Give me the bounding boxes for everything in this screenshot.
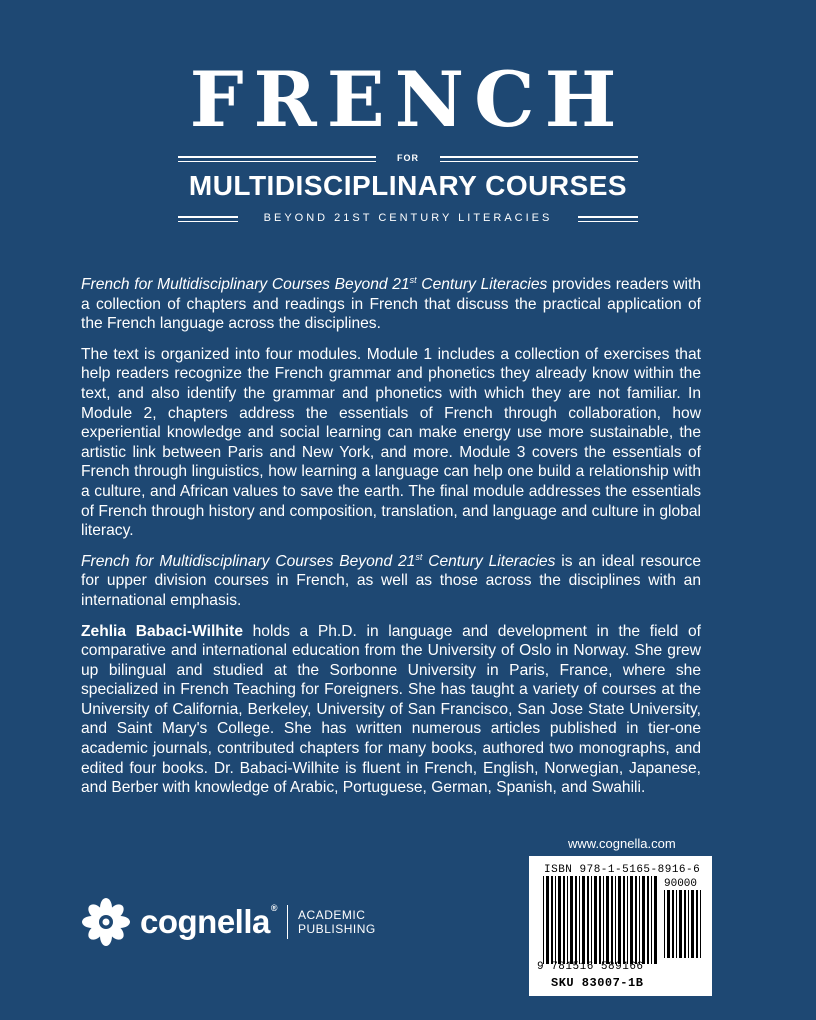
book-title-italic: French for Multidisciplinary Courses Beyond 21st Century Literacies	[81, 551, 556, 570]
barcode-bar	[627, 876, 628, 964]
barcode-bar	[679, 890, 682, 958]
barcode-bar	[664, 890, 665, 958]
barcode-bar	[684, 890, 686, 958]
barcode-bar	[579, 876, 580, 964]
barcode-bar	[691, 890, 694, 958]
author-bio: Zehlia Babaci-Wilhite holds a Ph.D. in language and development in the field of comparative and international education from the University of Oslo in Norway. She grew up bilingual and studied at the Sorbonne University in Paris, France, where she specialized in French Teaching for Foreigners. She has taught a variety of courses at the University of California, Berkeley, University of San Francisco, San Jose State University, and Saint Mary's College. She has written numerous articles published in tier-one academic journals, contributed chapters for many books, authored two monographs, and edited four books. Dr. Babaci-Wilhite is fluent in French, English, Norwegian, Japanese, and Berber with knowledge of Arabic, Portuguese, German, Spanish, and Swahili.	[81, 622, 701, 797]
barcode-bar	[591, 876, 592, 964]
isbn-number: ISBN 978-1-5165-8916-6	[544, 864, 701, 876]
book-title-main: FRENCH	[189, 55, 627, 144]
barcode-bar	[582, 876, 585, 964]
barcode-bar	[667, 890, 670, 958]
barcode-bar	[615, 876, 616, 964]
barcode-bar	[558, 876, 561, 964]
barcode-bar	[603, 876, 604, 964]
barcode-bar	[587, 876, 589, 964]
publisher-division: ACADEMIC PUBLISHING	[298, 908, 376, 936]
author-name: Zehlia Babaci-Wilhite	[81, 622, 243, 640]
barcode-bar	[688, 890, 689, 958]
barcode-bar	[672, 890, 674, 958]
barcode-bar	[676, 890, 677, 958]
barcode-bar	[567, 876, 568, 964]
barcode-bar	[563, 876, 565, 964]
barcode-bar	[546, 876, 549, 964]
isbn-barcode	[529, 856, 712, 996]
barcode-addon-bars	[664, 890, 704, 958]
barcode-bar	[594, 876, 597, 964]
publisher-logo	[80, 896, 376, 948]
tagline-rule-right	[578, 216, 638, 218]
book-title-for: FOR	[397, 153, 419, 163]
barcode-bar	[543, 876, 544, 964]
back-cover-blurb	[81, 275, 701, 809]
barcode-bar	[618, 876, 621, 964]
title-rule-right-thin	[440, 161, 638, 162]
barcode-bar	[599, 876, 601, 964]
book-title-italic: French for Multidisciplinary Courses Beyond 21st Century Literacies	[81, 274, 548, 293]
barcode-digits: 9 781516 589166	[537, 961, 644, 973]
logo-divider	[287, 905, 288, 939]
blurb-paragraph-audience: French for Multidisciplinary Courses Beyond 21st Century Literacies is an ideal resource for upper division courses in French, as well as those across the disciplines with an international emphasis.	[81, 551, 701, 609]
title-rule-right	[440, 156, 638, 158]
barcode-bar	[635, 876, 637, 964]
barcode-bar	[606, 876, 609, 964]
barcode-bar	[611, 876, 613, 964]
sku-number: SKU 83007-1B	[551, 976, 644, 990]
barcode-bar	[551, 876, 553, 964]
barcode-bar	[651, 876, 652, 964]
book-tagline: BEYOND 21ST CENTURY LITERACIES	[263, 212, 553, 224]
book-subtitle: MULTIDISCIPLINARY COURSES	[188, 170, 628, 201]
barcode-bar	[575, 876, 577, 964]
barcode-bar	[642, 876, 645, 964]
tagline-rule-right-thin	[578, 221, 638, 222]
barcode-bar	[570, 876, 573, 964]
barcode-bar	[700, 890, 701, 958]
publisher-name: cognella®	[140, 903, 278, 940]
barcode-bars	[543, 876, 658, 964]
blurb-paragraph-intro: French for Multidisciplinary Courses Beyond 21st Century Literacies provides readers with a collection of chapters and readings in French that discuss the practical application of the French language across the disciplines.	[81, 274, 702, 333]
barcode-price-code: 90000	[664, 878, 698, 890]
barcode-bar	[696, 890, 698, 958]
barcode-bar	[654, 876, 657, 964]
barcode-bar	[639, 876, 640, 964]
barcode-bar	[630, 876, 633, 964]
barcode-bar	[647, 876, 649, 964]
publisher-website: www.cognella.com	[568, 836, 676, 851]
barcode-bar	[623, 876, 625, 964]
blurb-paragraph-modules: The text is organized into four modules. Module 1 includes a collection of exercises that help readers recognize the French grammar and phonetics they already know within the text, and also identify the grammar and phonetics with which they are not familiar. In Module 2, chapters address the essentials of French through collaboration, how experiential knowledge and social learning can make energy use more sustainable, the artistic link between Paris and New York, and more. Module 3 covers the essentials of French through linguistics, how learning a language can help one build a relationship with a culture, and African values to save the earth. The final module addresses the essentials of French through history and composition, translation, and language and culture in global literacy.	[81, 345, 701, 540]
cognella-flower-icon	[80, 896, 132, 948]
barcode-bar	[555, 876, 556, 964]
